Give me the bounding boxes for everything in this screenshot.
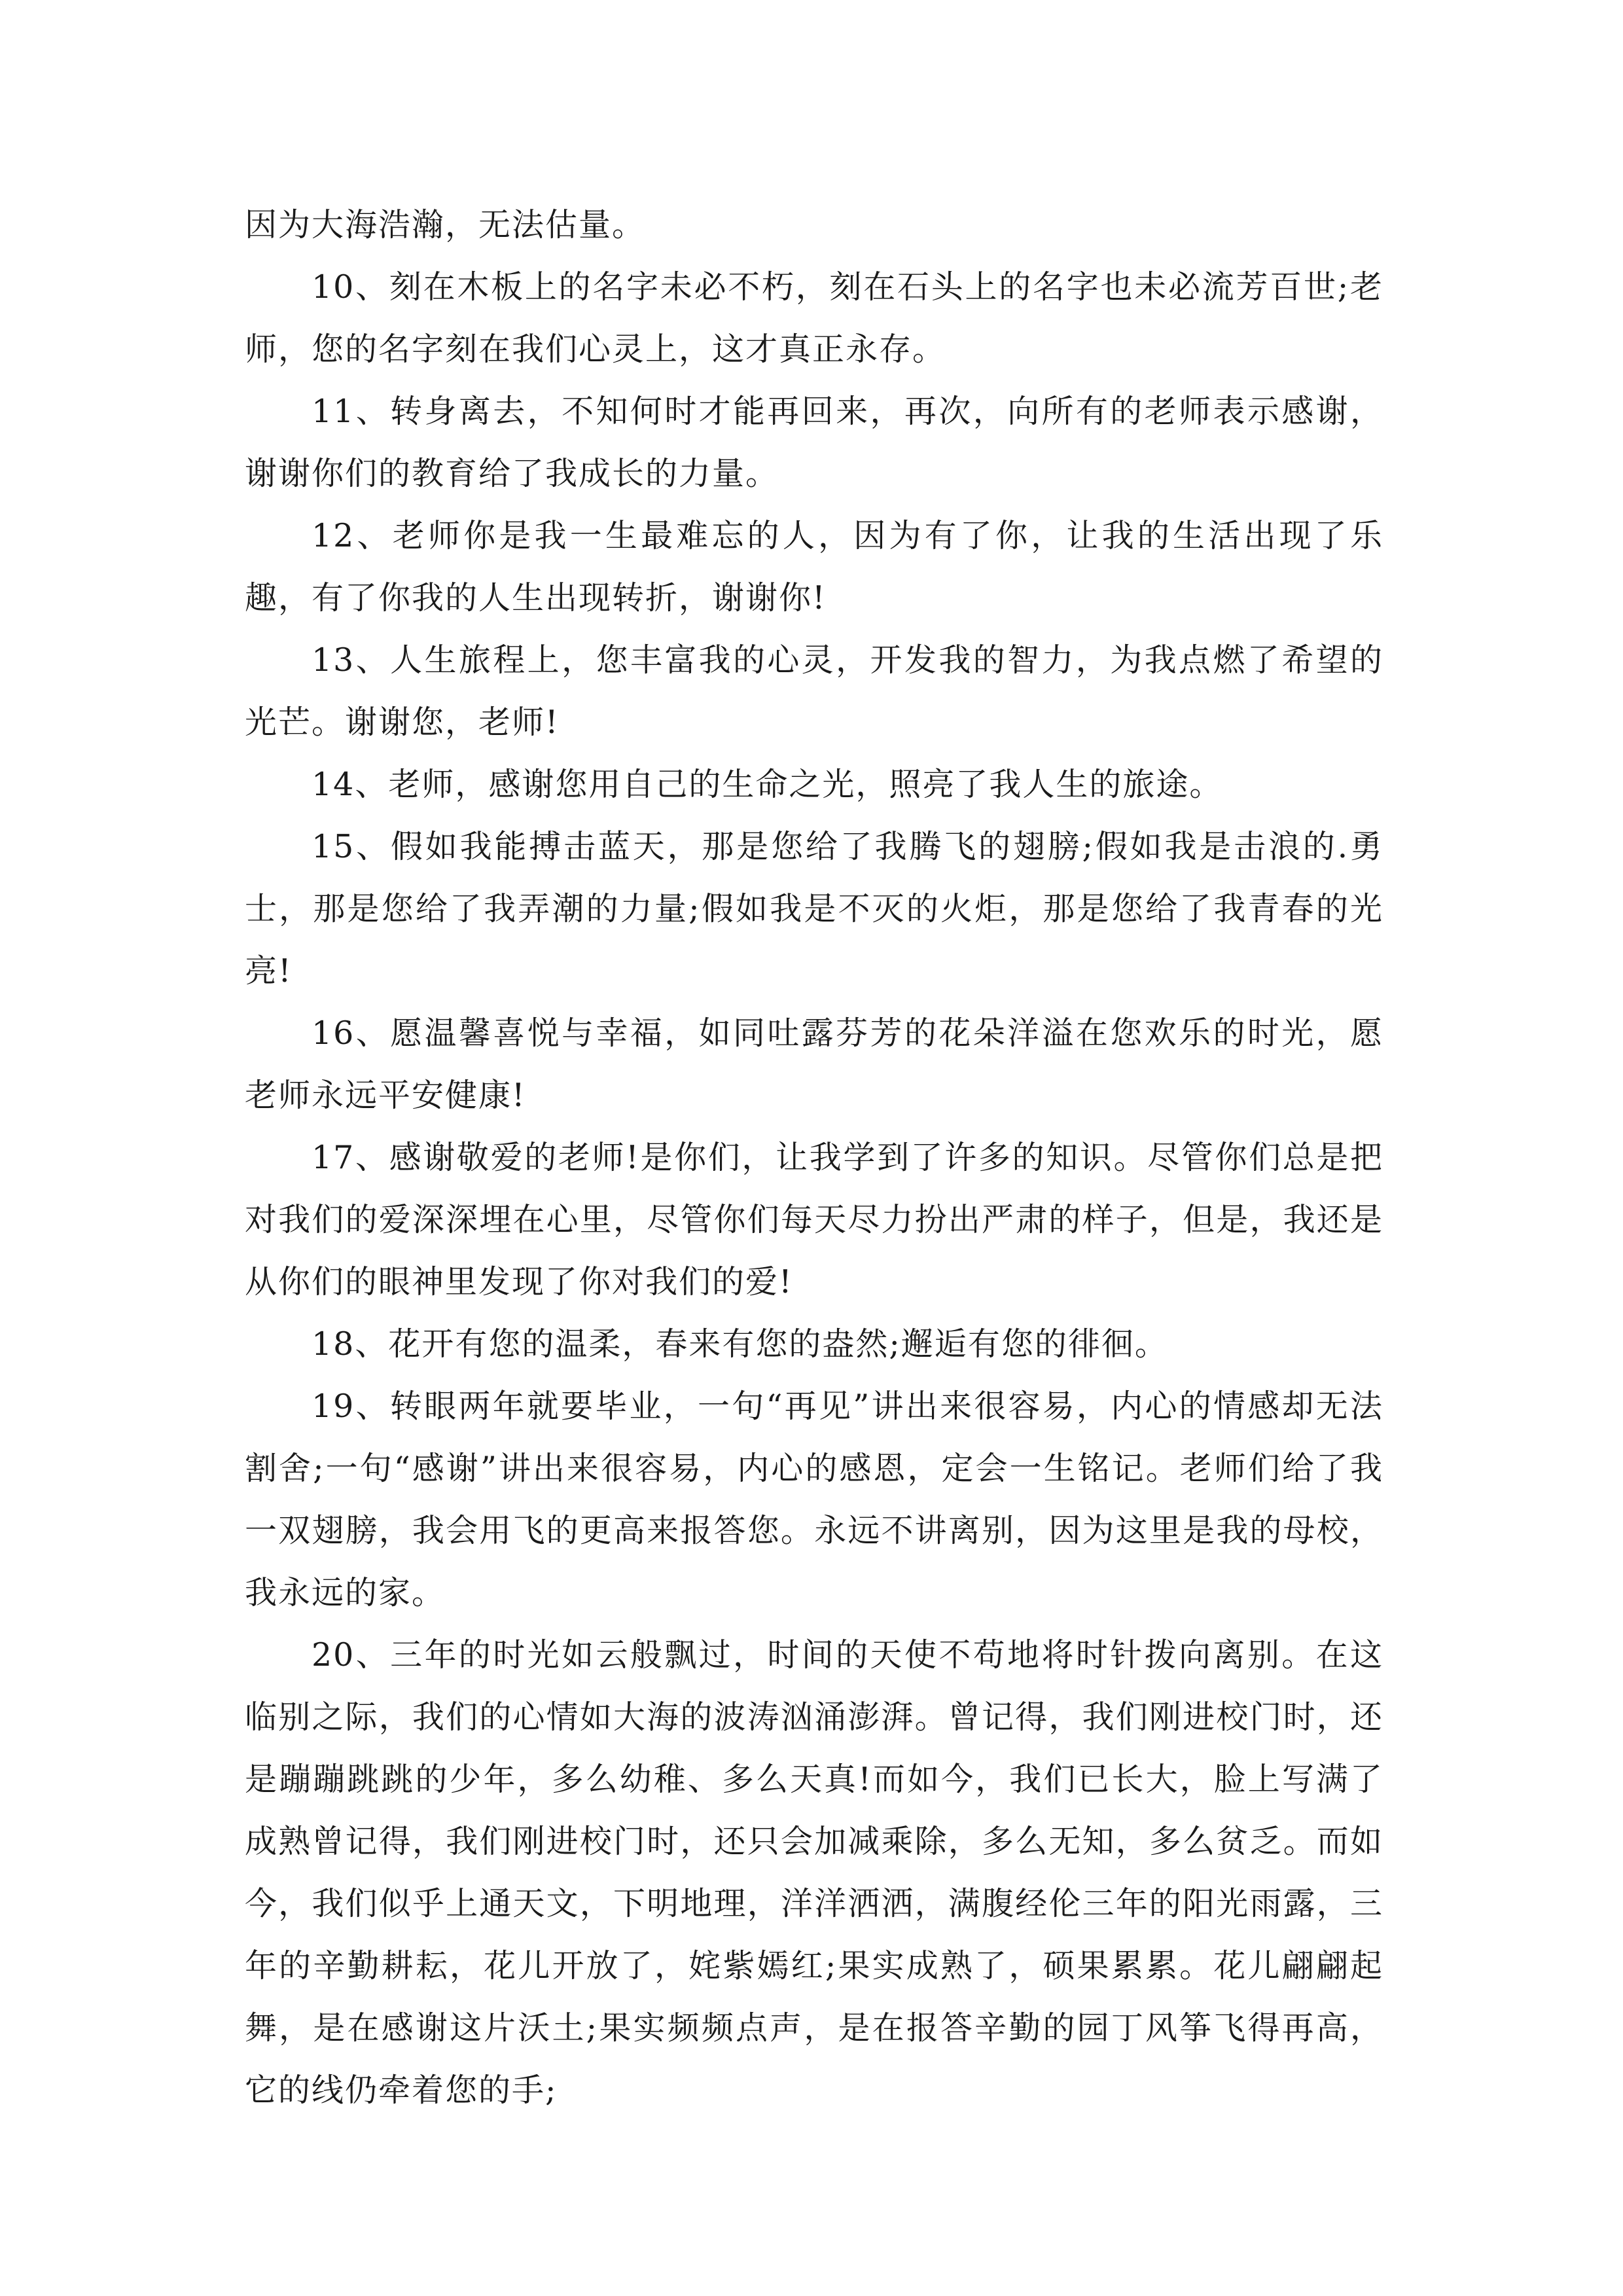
paragraph-item-17: 17、感谢敬爱的老师!是你们，让我学到了许多的知识。尽管你们总是把对我们的爱深深埋在心里，尽管你们每天尽力扮出严肃的样子，但是，我还是从你们的眼神里发现了你对我们的爱! — [245, 1139, 1383, 1300]
paragraph-item-18: 18、花开有您的温柔，春来有您的盎然;邂逅有您的徘徊。 — [312, 1325, 1168, 1363]
paragraph-item-12: 12、老师你是我一生最难忘的人，因为有了你，让我的生活出现了乐趣，有了你我的人生出现转折，谢谢你! — [245, 517, 1383, 617]
paragraph-item-10: 10、刻在木板上的名字未必不朽，刻在石头上的名字也未必流芳百世;老师，您的名字刻在我们心灵上，这才真正永存。 — [245, 268, 1383, 368]
paragraph-continuation: 因为大海浩瀚，无法估量。 — [245, 206, 646, 243]
paragraph-item-11: 11、转身离去，不知何时才能再回来，再次，向所有的老师表示感谢，谢谢你们的教育给了我成长的力量。 — [245, 393, 1383, 492]
paragraph-item-15: 15、假如我能搏击蓝天，那是您给了我腾飞的翅膀;假如我是击浪的.勇士，那是您给了我弄潮的力量;假如我是不灭的火炬，那是您给了我青春的光亮! — [245, 828, 1383, 990]
paragraph-item-13: 13、人生旅程上，您丰富我的心灵，开发我的智力，为我点燃了希望的光芒。谢谢您，老师! — [245, 641, 1383, 741]
paragraph-item-19: 19、转眼两年就要毕业，一句“再见”讲出来很容易，内心的情感却无法割舍;一句“感谢”讲出来很容易，内心的感恩，定会一生铭记。老师们给了我一双翅膀，我会用飞的更高来报答您。永远不讲离别，因为这里是我的母校，我永远的家。 — [245, 1388, 1383, 1611]
paragraph-item-16: 16、愿温馨喜悦与幸福，如同吐露芬芳的花朵洋溢在您欢乐的时光，愿老师永远平安健康! — [245, 1014, 1383, 1114]
paragraph-item-20: 20、三年的时光如云般飘过，时间的天使不苟地将时针拨向离别。在这临别之际，我们的心情如大海的波涛汹涌澎湃。曾记得，我们刚进校门时，还是蹦蹦跳跳的少年，多么幼稚、多么天真!而如今，我们已长大，脸上写满了成熟曾记得，我们刚进校门时，还只会加减乘除，多么无知，多么贫乏。而如今，我们似乎上通天文，下明地理，洋洋洒洒，满腹经伦三年的阳光雨露，三年的辛勤耕耘，花儿开放了，姹紫嫣红;果实成熟了，硕果累累。花儿翩翩起舞，是在感谢这片沃土;果实频频点声，是在报答辛勤的园丁风筝飞得再高，它的线仍牵着您的手; — [245, 1636, 1383, 2109]
document-body — [245, 194, 1383, 2121]
paragraph-item-14: 14、老师，感谢您用自己的生命之光，照亮了我人生的旅途。 — [312, 766, 1223, 803]
